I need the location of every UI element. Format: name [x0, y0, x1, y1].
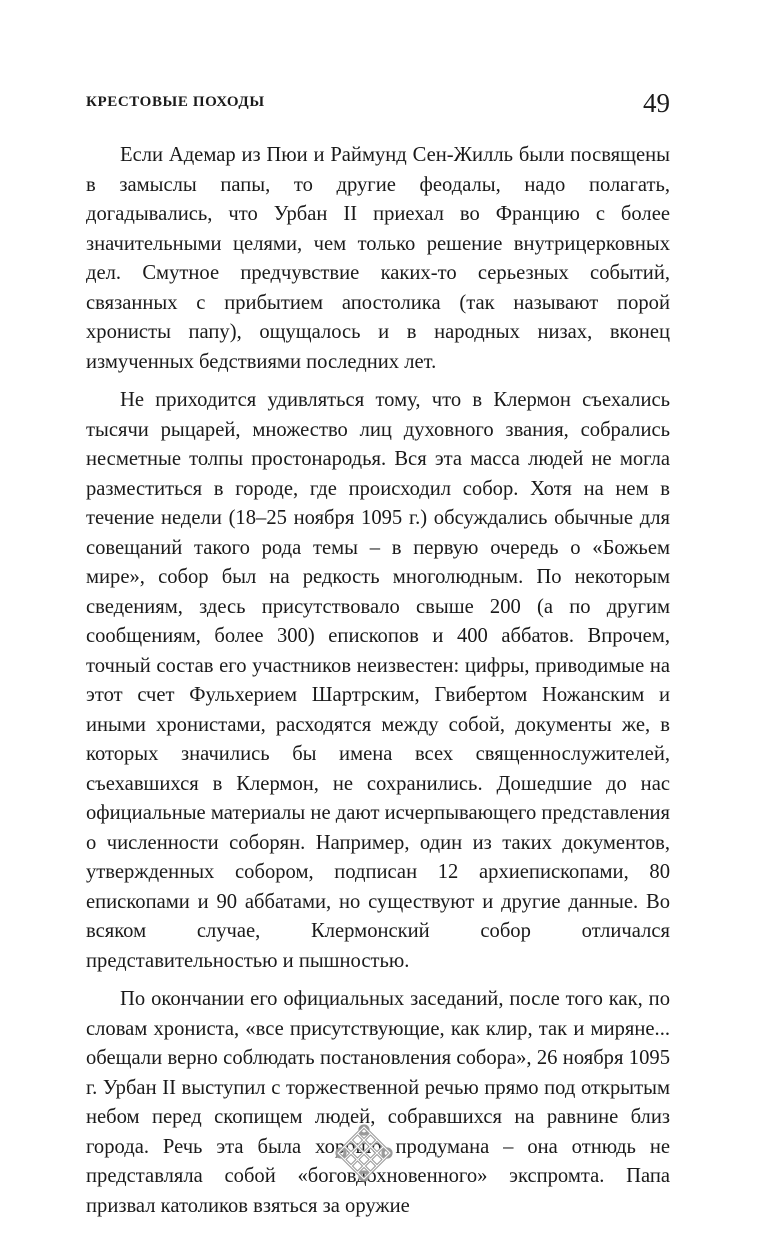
paragraph-2: Не приходится удивляться тому, что в Клермон съехались тысячи рыцарей, множество лиц духовного звания, собрались несметные толпы простонародья. Вся эта масса людей не могла разместиться в городе, где происходил собор. Хотя на нем в течение недели (18–25 ноября 1095 г.) обсуждались обычные для совещаний такого рода темы – в первую очередь о «Божьем мире», собор был на редкость многолюдным. По некоторым сведениям, здесь присутствовало свыше 200 (а по другим сообщениям, более 300) епископов и 400 аббатов. Впрочем, точный состав его участников неизвестен: цифры, приводимые на этот счет Фульхерием Шартрским, Гвибертом Ножанским и иными хронистами, расходятся между собой, документы же, в которых значились бы имена всех священнослужителей, съехавшихся в Клермон, не сохранились. Дошедшие до нас официальные материалы не дают исчерпывающего представления о численности соборян. Например, один из таких документов, утвержденных собором, подписан 12 архиепископами, 80 епископами и 90 аббатами, но существуют и другие данные. Во всяком случае, Клермонский собор отличался представительностью и пышностью.: [86, 389, 670, 972]
page-number: 49: [643, 88, 670, 118]
paragraph-1: Если Адемар из Пюи и Раймунд Сен-Жилль были посвящены в замыслы папы, то другие феодалы, надо полагать, догадывались, что Урбан II приехал во Францию с более значительными целями, чем только решение внутрицерковных дел. Смутное предчувствие каких-то серьезных событий, связанных с прибытием апостолика (так называют порой хронисты папу), ощущалось и в народных низах, вконец измученных бедствиями последних лет.: [86, 144, 670, 373]
running-title: КРЕСТОВЫЕ ПОХОДЫ: [86, 94, 265, 110]
paragraph-3: По окончании его официальных заседаний, после того как, по словам хрониста, «все присутствующие, как клир, так и миряне... обещали верно соблюдать постановления собора», 26 ноября 1095 г. Урбан II выступил с торжественной речью прямо под открытым небом перед скопищем людей, собравшихся на равнине близ города. Речь эта была хорошо продумана – она отнюдь не представляла собой «боговдохновенного» экспромта. Папа призвал католиков взяться за оружие: [86, 988, 670, 1217]
body-text: [86, 141, 670, 1221]
page-header: [86, 88, 670, 128]
endless-knot-ornament-icon: [335, 1124, 393, 1182]
